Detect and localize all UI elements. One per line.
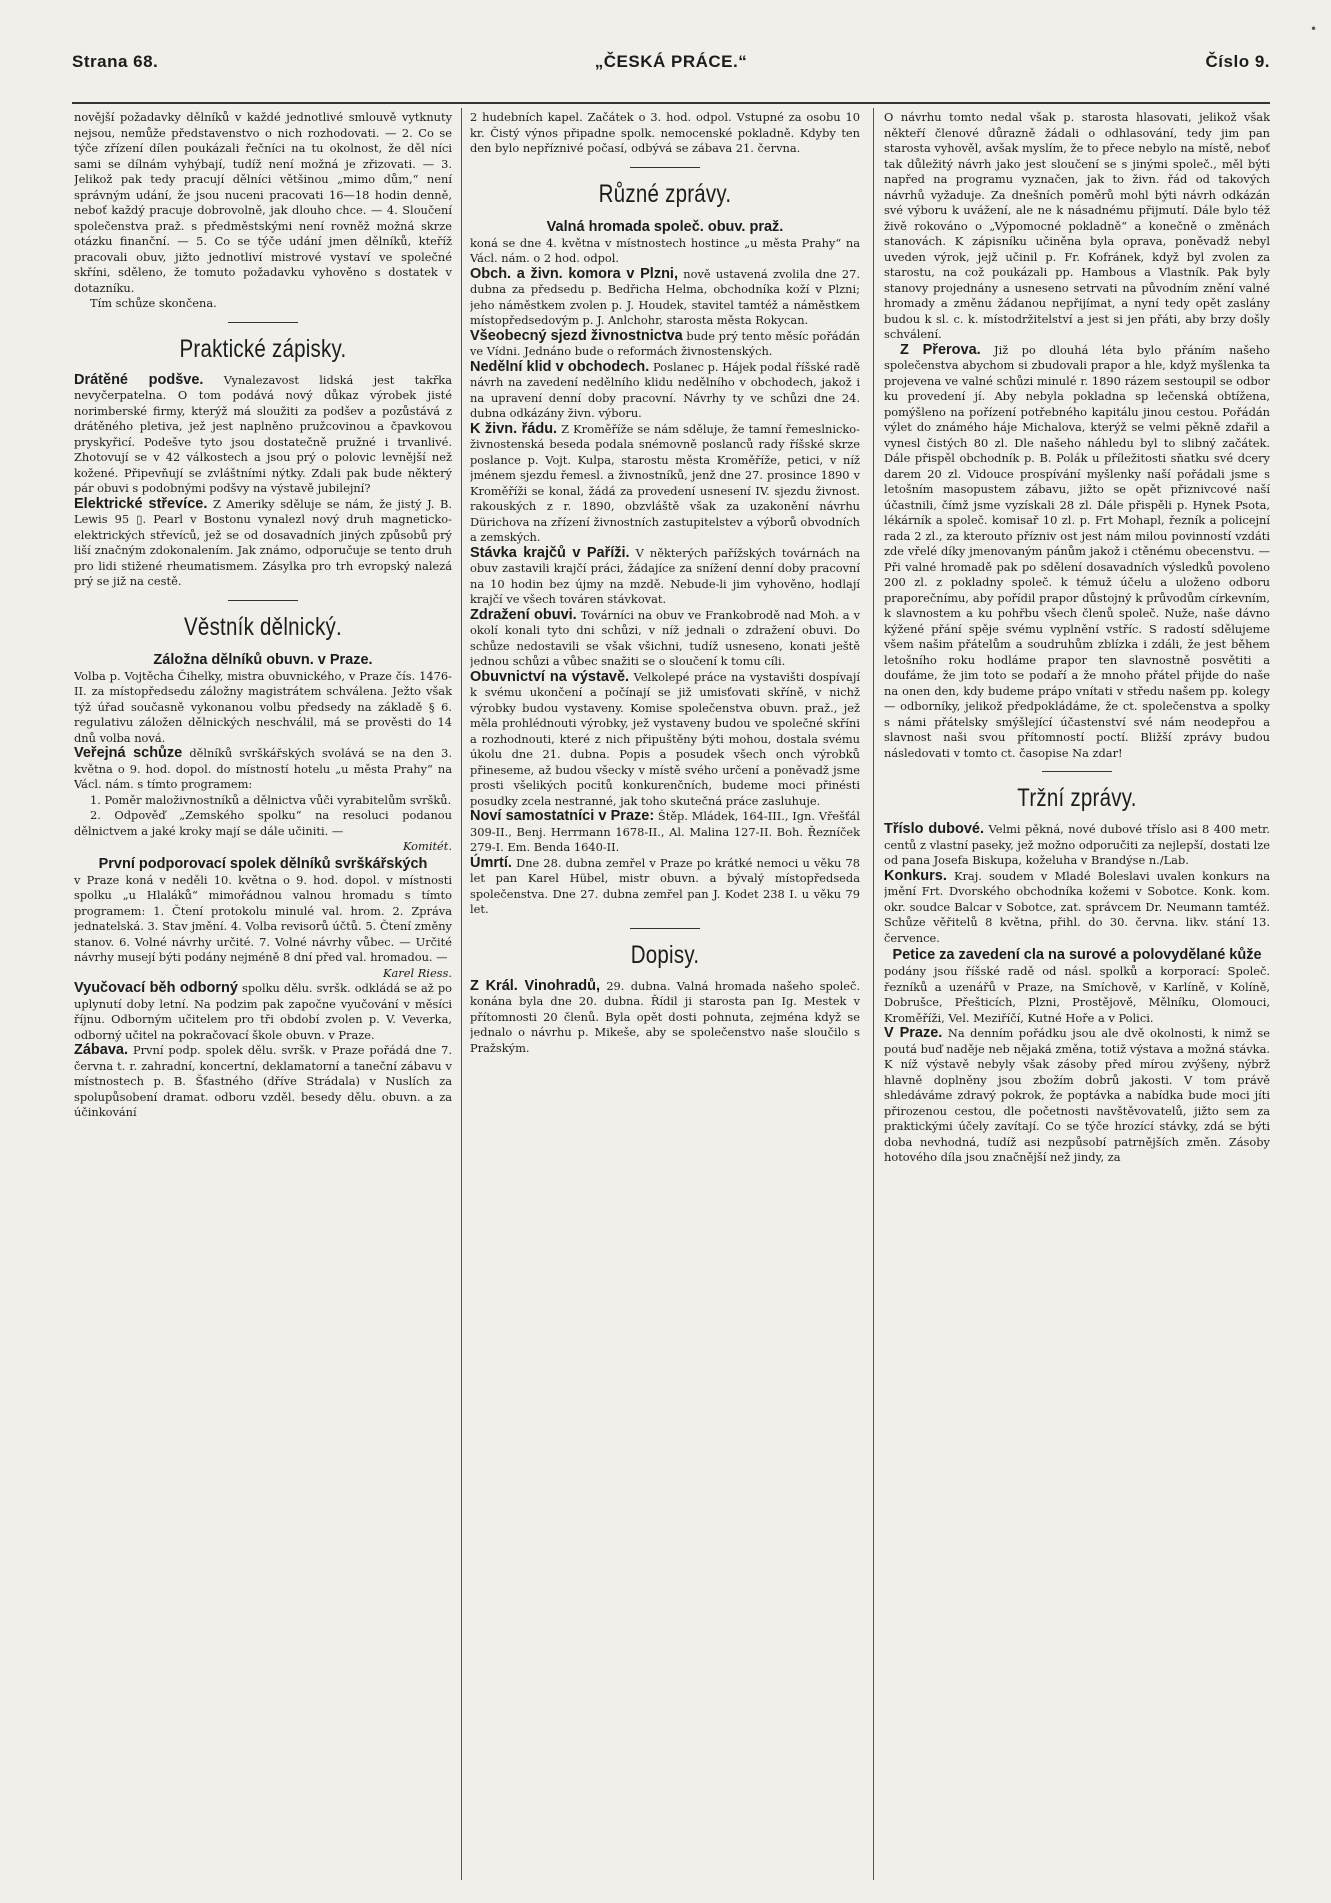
page-number: Strana 68. bbox=[72, 52, 159, 71]
column-rule bbox=[461, 108, 462, 1880]
article-lead: První podporovací spolek dělníků svrškářských bbox=[98, 855, 428, 872]
article bbox=[470, 608, 860, 670]
article-lead: Veřejná schůze bbox=[74, 745, 183, 761]
column-3 bbox=[884, 110, 1270, 1880]
article bbox=[74, 1043, 452, 1121]
article bbox=[74, 373, 452, 497]
header-rule bbox=[72, 102, 1270, 104]
column-2 bbox=[470, 110, 860, 1880]
article-lead: K živn. řádu. bbox=[470, 420, 558, 437]
article bbox=[470, 546, 860, 608]
article-lead: Noví samostatníci v Praze: bbox=[470, 808, 655, 824]
article-text: Velkolepé práce na vystavišti dospívají k svému ukončení a počínají se již umisťovati skříně, v nichž výrobky budou vystaveny. Komise společenstva obuvn. praž., jež měla prohlédnouti výrobky, jež vystaveny budou ve společné skříni a rozhodnouti, které z nich připuštěny býti mohou, dostala svému úkolu dne 21. dubna. Popis a posudek všech onch výrobků přineseme, až budou všecky v místě svého určení a poněvadž jsme prosti všelikých pocitů konkurenčních, budeme moci přinésti posudky zcela nestranné, jak toho skutečná práce zasluhuje. bbox=[470, 669, 860, 808]
article bbox=[470, 360, 860, 422]
article-text: dělníků svrškářských svolává se na den 3. května o 9. hod. dopol. do místností hotelu „u města Prahy“ na Václ. nám. s tímto programem: bbox=[74, 746, 452, 791]
article-lead: Z Přerova. bbox=[900, 341, 981, 358]
article-text: Dne 28. dubna zemřel v Praze po krátké nemoci u věku 78 let pan Karel Hübel, mistr obuvn. a bývalý místopředseda společenstva. Dne 27. dubna zemřel pan J. Kodet 238 I. u věku 79 let. bbox=[470, 855, 860, 916]
article-text: Již po dlouhá léta bylo přáním našeho společenstva abychom si zbudovali prapor a hle, když myšlenka ta projevena ve valné schůzi minulé r. 1890 rázem sestoupil se odbor ku provedení jí. Aby nebyla pokladna sp lečenská obtížena, pomýšleno na pořízení potřebného kapitálu jinou cestou. Pořádán výlet do známého háje Michalova, kterýž se velmi pěkně zdařil a vynesl čistých 80 zl. Dle našeho náhledu byl to slibný začátek. Dále přispěl obchodník p. B. Polák u příležitosti sňatku své dcery darem 20 zl. Vidouce prospívání myšlenky naší pořádali jsme s letošním masopustem zábavu, jižto se opět přiznivcové naší účastnili, čímž jsme vyzískali 28 zl. Dále přispěli p. Hynek Psota, lékárník a společ. komisař 10 zl. p. Frt Mohapl, řezník a policejní rada 2 zl., za kterouto přízniv ost jest nám milou povinností vzdáti zde vřelé díky jmenovaným pánům jakož i ctěnému obecenstvu. — Při valné hromadě pak po sdělení dosavadních výsledků povoleno 200 zl. z pokladny společ. k témuž účelu a uloženo odboru praporečnímu, aby pořídil prapor důstojný k průvodům církevním, k slavnostem a ku pohřbu všech členů společ. Nuže, naše dávno kýžené přání spěje svému vyplnění vstříc. S radostí sdělujeme všem našim přátelům a soudruhům zblízka i zdáli, že jest během letošního roku hodláme prapor ten slavnostně posvětiti a doufáme, že jim toto se podaří a že mnoho přátel přijde do naše na onen den, kdy budeme prápo vnítati v středu našem pp. kolegy — odborníky, jelikož předpokládáme, že ct. společenstva a spolky s námi přátelsky smýšlející účastenství své nám neodepřou a slavnost naši svou přítomností poctí. Bližší zprávy budou následovati v tomto ct. časopise Na zdar! bbox=[884, 342, 1270, 760]
program-item: 2. Odpověď „Zemského spolku“ na resoluci podanou dělnictvem a jaké kroky mají se dále učiniti. — bbox=[74, 808, 452, 838]
article-lead: Nedělní klid v obchodech. bbox=[470, 358, 650, 375]
article-lead: Stávka krajčů v Paříži. bbox=[470, 544, 630, 561]
article bbox=[884, 1026, 1270, 1166]
article-lead: Zábava. bbox=[74, 1042, 128, 1058]
article-text: v Praze koná v neděli 10. května o 9. hod. dopol. v místnosti spolku „u Hlaláků“ mimořádnou valnou hromadu s tímto programem: 1. Čtení protokolu minulé val. hrom. 2. Zpráva jednatelská. 3. Stav jmění. 4. Volba revisorů účtů. 5. Čtení změny stanov. 6. Volné návrhy určité. 7. Volné návrhy vůbec. — Určité návrhy musejí býti podány nejméně 8 dní před val. hromadou. — bbox=[74, 872, 452, 964]
article bbox=[884, 869, 1270, 947]
article bbox=[470, 422, 860, 546]
article-text: Na denním pořádku jsou ale dvě okolnosti, k nimž se poutá buď naděje neb nějaká změna, totiž výstava a možná stávka. K níž výstavě nebyly však zásoby před mírou zvýšeny, nýbrž hlavně doplněny jsou zbožím dobrů jakosti. V tom právě shledáváme zdravý pokrok, že poptávka a nabídka bude moci jíti přirozenou cestou, dle početnosti navštěvovatelů, jižto sem za praktickými účely zavítají. Co se týče hrozící stávky, zdá se býti doba nevhodná, tudíž asi nezpůsobí patrnějších změn. Zásoby hotového díla jsou značnější než jindy, za bbox=[884, 1026, 1270, 1164]
article-lead: Elektrické střevíce. bbox=[74, 495, 208, 512]
column-rule bbox=[873, 108, 874, 1880]
article-text: Volba p. Vojtěcha Čihelky, mistra obuvnického, v Praze čís. 1476-II. za místopředsedu záložny magistrátem schválena. Ježto však týž úřad současně vykonanou volbu předsedy na základě § 6. regulativu záložen dělnických neschválil, má se prověsti do 14 dnů volba nová. bbox=[74, 668, 452, 745]
article-text: Továrníci na obuv ve Frankobrodě nad Moh. a v okolí konali tyto dni schůzi, v níž jednali o zdražení obuvi. Do schůze nedostavili se však všichni, tudíž usneseno, konati ještě jednou schůzi a vůbec snažiti se o sloučení k tomu cíli. bbox=[470, 607, 860, 668]
article bbox=[470, 856, 860, 918]
divider bbox=[1042, 771, 1112, 772]
signature: Karel Riess. bbox=[382, 965, 452, 980]
section-heading-vestnik: Věstník dělnický. bbox=[183, 612, 343, 641]
article-lead: Záložna dělníků obuvn. v Praze. bbox=[153, 651, 373, 668]
article bbox=[470, 979, 860, 1057]
paragraph: O návrhu tomto nedal však p. starosta hlasovati, jelikož však někteří členové důrazně žádali o odhlasování, tedy jim pan starosta vyhověl, avšak myslím, že to přece nebylo na místě, neboť tak důležitý návrh jako jest sloučení se s jinými společ., měl býti napřed na programu vyznačen, jak to živn. řád od takových návrhů vyžaduje. Za dnešních poměrů mohl býti návrh odkázán své výboru k uvážení, ale ne k násadnému přijmutí. Dále bylo též živě rokováno o „Výpomocné pokladně“ a konečně o změnách stanovách. K zápisníku učiněna byla oprava, poněvadž nebyl uveden výrok, jejž učinil p. Fr. Kofránek, když byl zvolen za starostu, na což poukázali pp. Hambous a Vlastník. Pak byly stanovy projednány a usneseno setrvati na původním znění valné hromady a změnu žádanou nepřijímat, a nyní tedy opět zaslány budou k sl. c. k. místodržitelství a jest si jen přáti, aby brzy došly schválení. bbox=[884, 110, 1270, 341]
article-lead: Vyučovací běh odborný bbox=[74, 980, 238, 996]
article-lead: Obch. a živn. komora v Plzni, bbox=[470, 265, 678, 282]
article-lead: Petice za zavedení cla na surové a polovydělané kůže bbox=[892, 947, 1262, 963]
article-text: podány jsou říšské radě od násl. spolků a korporací: Společ. řezníků a uzenářů v Praze, na Smíchově, v Karlíně, v Kolíně, Dobrušce, Přešticích, Plzni, Prostějově, Mělníku, Olomouci, Kroměříži, Vel. Meziříčí, Kutné Hoře a v Polici. bbox=[884, 964, 1270, 1025]
article bbox=[470, 809, 860, 856]
article-lead: Úmrtí. bbox=[470, 854, 512, 871]
article-lead: Drátěné podšve. bbox=[74, 371, 204, 388]
article-lead: Všeobecný sjezd živnostnictva bbox=[470, 327, 683, 344]
masthead bbox=[72, 52, 1270, 86]
article-text: Z Kroměříže se nám sděluje, že tamní řemeslnicko-živnostenská beseda podala snémovně poslanců rady říšské skrze poslance p. Vojt. Kulpa, starostu města Kroměříže, petici, v níž jménem sjezdu řemesl. a živnostníků, jenž dne 27. prosince 1890 v Kroměříži se konal, žádá za provedení usnesení IV. sjezdu živnost. rakouských z r. 1890, obzvláště však za uzakonění návrhu Dürichova na zřízení živnostních zastupitelstev a výborů obvodních a zemských. bbox=[470, 421, 860, 544]
divider bbox=[630, 167, 700, 168]
article bbox=[884, 343, 1270, 762]
article-text: Velmi pěkná, nové dubové tříslo asi 8 400 metr. centů z vlastní paseky, jež možno odporučiti za nejlepší, dostati lze od pana Josefa Biskupa, koželuha v Brandýse n./Lab. bbox=[884, 822, 1270, 867]
masthead-title: „ČESKÁ PRÁCE.“ bbox=[594, 52, 748, 71]
article-text: bude prý tento měsíc pořádán ve Vídni. Jednáno bude o reformách živnostenských. bbox=[470, 328, 860, 358]
article-text: V některých pařížských továrnách na obuv zastavili krajčí práci, žádajíce za snížení denní doby pracovní na 10 hodin bez újmy na mzdě. Nebude-li jim vyhověno, hodlají krajčí ve všech továren stávkovat. bbox=[470, 545, 860, 606]
article bbox=[74, 746, 452, 793]
paragraph: novější požadavky dělníků v každé jednotlivé smlouvě vytknuty nejsou, nemůže představenstvo o nich rozhodovati. — 2. Co se týče zřízení dílen poukázali řečníci na tu okolnost, že děl níci sami se dílnám vyhýbají, tudíž není možná je zřizovati. — 3. Jelikož pak tedy pracují dělníci většinou „mimo dům,“ není správným udání, že jsou nuceni pracovati 16—18 hodin denně, neboť každý pracuje dobrovolně, jak dlouho chce. — 4. Sloučení společenstva praž. s předměstskými není rovněž možná skrze otázku finanční. — 5. Co se týče udání jmen dělníků, kteříž pracovali obuv, jižto jednotliví mistrové vystaví ve společné skříni, sděleno, že tomuto požadavku vyhověno s dostatek v dotazníku. bbox=[74, 110, 452, 295]
article-lead: Konkurs. bbox=[884, 867, 947, 884]
article-text: První podp. spolek dělu. svršk. v Praze pořádá dne 7. června t. r. zahradní, koncertní, deklamatorní a taneční zábavu v místnostech p. B. Šťastného (dříve Strádala) v Nuslích za spolupůsobení dramat. odboru vzděl. besedy dělu. obuvn. a za účinkování bbox=[74, 1043, 452, 1119]
article bbox=[884, 822, 1270, 869]
article-lead: Tříslo dubové. bbox=[884, 821, 985, 837]
article-text: spolku dělu. svršk. odkládá se až po uplynutí doby letní. Na podzim pak započne vyučování v měsíci říjnu. Odborným učitelem pro tři období zvolen p. V. Veverka, odborný učitel na pokračovací škole obuvn. v Praze. bbox=[74, 981, 452, 1042]
article-text: Vynalezavost lidská jest takřka nevyčerpatelna. O tom podává nový důkaz výrobek jisté norimberské firmy, kterýž má sloužiti za podšev a pozůstává z drátěného pletiva, jež jest naplněno pružcovinou a čpavkovou pryskyřicí. Podešve tyto jsou dostatečně pružné i trvanlivé. Zhotovují se v 42 válkostech a jsou prý o polovic levnější než kožené. Připevňují se zvláštními nýtky. Zdali pak bude některý pár obuvi s podobnými podšvy na výstavě jubilejní? bbox=[74, 372, 452, 495]
article-text: 29. dubna. Valná hromada našeho společ. konána byla dne 20. dubna. Řídil ji starosta pan Ig. Mestek v přítomnosti 20 členů. Byla opět dosti pohnuta, zejména když se jednalo o návrhu p. Mikeše, aby se společenstvo naše sloučilo s Pražským. bbox=[470, 978, 860, 1055]
signature: Komitét. bbox=[402, 839, 452, 853]
divider bbox=[228, 600, 298, 601]
article-text: Poslanec p. Hájek podal říšské radě návrh na zavedení nedělního klidu nedělního v obchodech, jakož i na upravení denní doby pracovní. Návrhy ty ve schůzi dne 24. dubna odkázány živn. výboru. bbox=[470, 359, 860, 420]
section-heading-prakticke: Praktické zápisky. bbox=[179, 334, 347, 363]
article-text: Štěp. Mládek, 164-III., Ign. Vřešťál 309-II., Benj. Herrmann 1678-II., Al. Malina 127-II. Boh. Řezníček 279-I. Em. Benda 1640-II. bbox=[470, 809, 860, 854]
section-heading-ruzne: Různé zprávy. bbox=[598, 179, 732, 208]
article bbox=[470, 670, 860, 810]
article-lead: V Praze. bbox=[884, 1025, 943, 1041]
divider bbox=[630, 928, 700, 929]
article bbox=[74, 497, 452, 590]
article bbox=[74, 981, 452, 1043]
margin-mark: • bbox=[1310, 22, 1318, 36]
article bbox=[470, 267, 860, 329]
paragraph: 2 hudebních kapel. Začátek o 3. hod. odpol. Vstupné za osobu 10 kr. Čistý výnos připadne spolk. nemocenské pokladně. Kdyby ten den bylo nepříznivé počasí, odbývá se zábava 21. června. bbox=[470, 110, 860, 155]
article bbox=[470, 329, 860, 360]
section-heading-dopisy: Dopisy. bbox=[630, 940, 700, 969]
issue-number: Číslo 9. bbox=[1205, 52, 1270, 71]
article-lead: Zdražení obuvi. bbox=[470, 606, 577, 623]
column-1 bbox=[74, 110, 452, 1880]
program-item: 1. Poměr maloživnostníků a dělnictva vůči vyrabitelům svršků. bbox=[90, 792, 452, 807]
paragraph: Tím schůze skončena. bbox=[90, 296, 217, 310]
article-lead: Valná hromada společ. obuv. praž. bbox=[546, 218, 784, 235]
article-text: nově ustavená zvolila dne 27. dubna za předsedu p. Bedřicha Helma, obchodníka koží v Plzni; jeho náměstkem zvolen p. J. Houdek, stavitel tamtéž a náměstkem místopředsedovým p. J. Anlchohr, starosta města Rokycan. bbox=[470, 266, 860, 327]
divider bbox=[228, 322, 298, 323]
section-heading-trzni: Tržní zprávy. bbox=[1017, 784, 1137, 812]
article-lead: Obuvnictví na výstavě. bbox=[470, 668, 630, 685]
article-lead: Z Král. Vinohradů, bbox=[470, 977, 600, 994]
article-text: Z Ameriky sděluje se nám, že jistý J. B. Lewis 95 ▯. Pearl v Bostonu vynalezl nový druh magneticko-elektrických střevíců, jež se od dosavadních jiných způsobů prý liší značným zdokonalením. Jak známo, odporučuje se tento druh pro lidi stižené rheumatismem. Zásylka pro trh evropský nalezá prý se již na cestě. bbox=[74, 496, 452, 588]
article-text: koná se dne 4. května v místnostech hostince „u města Prahy“ na Václ. nám. o 2 hod. odpol. bbox=[470, 235, 860, 265]
article-text: Kraj. soudem v Mladé Boleslavi uvalen konkurs na jmění Frt. Dvorského obchodníka kožemi v Sobotce. Konk. kom. okr. soudce Balcar v Sobotce, zat. správcem Dr. Neumann tamtéž. Schůze věřitelů 8 května, přihl. do 30. června. likv. stání 13. července. bbox=[884, 868, 1270, 945]
